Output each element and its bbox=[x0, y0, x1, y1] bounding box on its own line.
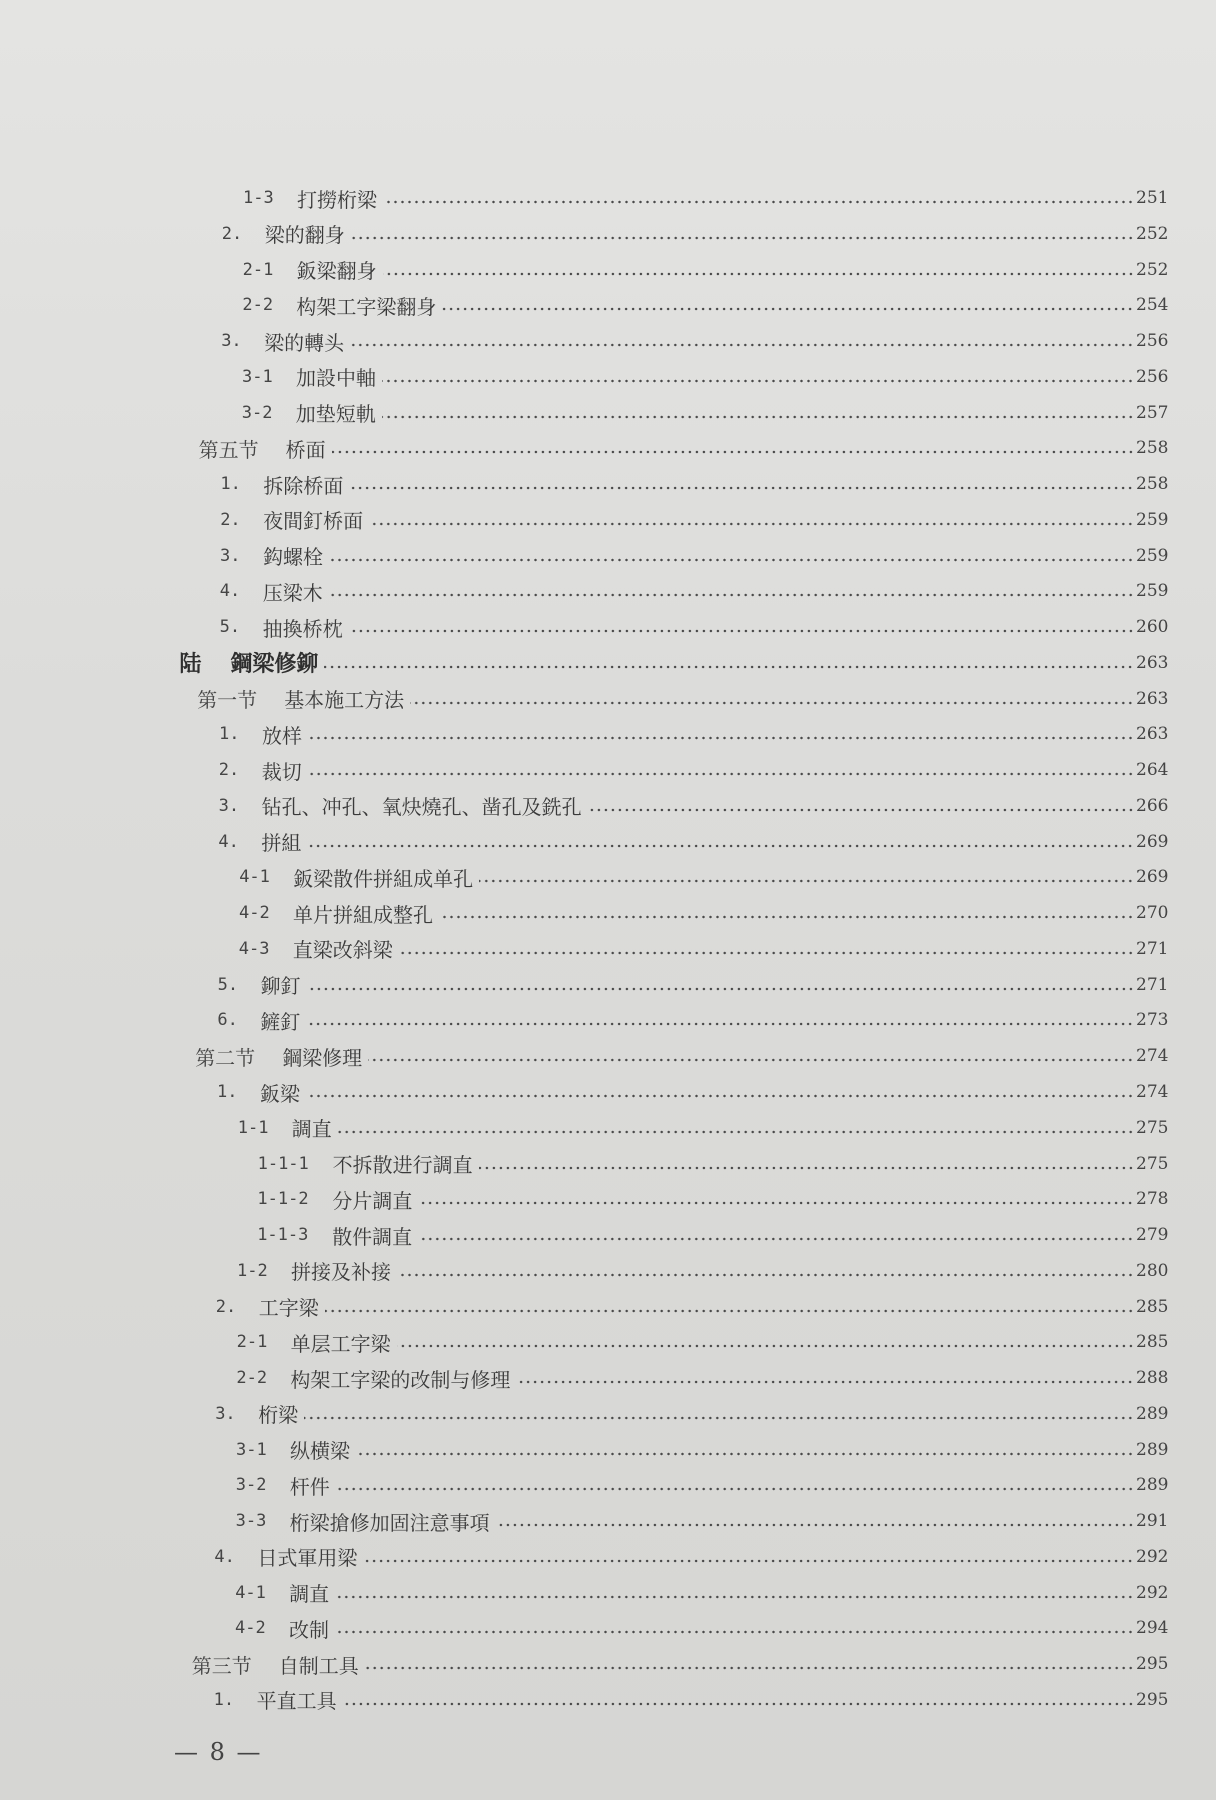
toc-entry[interactable] bbox=[197, 684, 1168, 714]
toc-entry-number: 2. bbox=[221, 223, 243, 244]
toc-entry-title: 拼接及补接 bbox=[291, 1260, 391, 1285]
toc-entry[interactable] bbox=[195, 1041, 1168, 1071]
toc-entry[interactable] bbox=[235, 1613, 1168, 1643]
toc-entry-number: 1. bbox=[213, 1689, 235, 1710]
dot-leader bbox=[382, 415, 1134, 419]
toc-entry-number: 4-3 bbox=[238, 938, 270, 959]
toc-entry-title: 鈑梁散件拼組成单孔 bbox=[293, 866, 474, 891]
toc-entry-page: 291 bbox=[1136, 1511, 1169, 1532]
toc-entry-page: 271 bbox=[1136, 938, 1169, 959]
toc-entry-title: 鉚釘 bbox=[260, 974, 301, 999]
toc-entry-number: 3. bbox=[218, 795, 240, 816]
toc-entry-title: 調直 bbox=[291, 1117, 332, 1142]
toc-entry[interactable] bbox=[192, 1649, 1168, 1679]
toc-entry-number: 4-2 bbox=[235, 1618, 266, 1639]
toc-entry-title: 鋼梁修鉚 bbox=[230, 652, 319, 678]
toc-entry-title: 鋼梁修理 bbox=[282, 1045, 363, 1070]
toc-entry-title: 加垫短軌 bbox=[295, 402, 376, 427]
toc-entry-title: 鈑梁翻身 bbox=[296, 259, 377, 284]
toc-entry[interactable] bbox=[236, 1363, 1168, 1393]
toc-entry-page: 292 bbox=[1136, 1582, 1169, 1603]
toc-entry-page: 275 bbox=[1136, 1153, 1169, 1174]
toc-entry-title: 不拆散进行調直 bbox=[332, 1153, 473, 1178]
dot-leader bbox=[418, 1201, 1134, 1205]
toc-entry[interactable] bbox=[219, 719, 1168, 749]
toc-entry[interactable] bbox=[236, 1506, 1168, 1536]
toc-entry-number: 4-1 bbox=[235, 1582, 266, 1603]
toc-entry-title: 杆件 bbox=[289, 1474, 330, 1499]
toc-entry-page: 274 bbox=[1136, 1046, 1169, 1067]
toc-entry-page: 274 bbox=[1136, 1082, 1169, 1102]
toc-entry-page: 289 bbox=[1136, 1439, 1169, 1460]
toc-entry-title: 打撈桁梁 bbox=[297, 187, 377, 212]
toc-entry-page: 275 bbox=[1136, 1117, 1169, 1138]
toc-entry-number: 1-1-2 bbox=[257, 1189, 309, 1210]
toc-entry-title: 鏟釘 bbox=[260, 1009, 301, 1034]
page-number: — 8 — bbox=[174, 1738, 263, 1766]
toc-entry-page: 263 bbox=[1136, 652, 1169, 673]
dot-leader bbox=[351, 236, 1134, 240]
toc-entry-number: 4. bbox=[214, 1546, 235, 1567]
toc-entry-page: 264 bbox=[1136, 760, 1169, 781]
toc-entry-number: 3-3 bbox=[235, 1511, 267, 1532]
dot-leader bbox=[397, 1344, 1134, 1348]
toc-entry[interactable] bbox=[214, 1685, 1168, 1715]
toc-entry-title: 分片調直 bbox=[332, 1188, 413, 1213]
toc-entry-page: 295 bbox=[1136, 1654, 1169, 1675]
dot-leader bbox=[397, 1273, 1134, 1277]
dot-leader bbox=[516, 1380, 1134, 1384]
toc-entry-page: 278 bbox=[1136, 1189, 1169, 1210]
toc-entry-number: 1-3 bbox=[243, 188, 274, 208]
toc-entry-number: 1-1-1 bbox=[257, 1153, 309, 1174]
toc-entry[interactable] bbox=[242, 290, 1168, 320]
toc-entry-number: 2-2 bbox=[242, 295, 274, 316]
toc-entry-title: 直梁改斜梁 bbox=[292, 938, 393, 963]
toc-entry[interactable] bbox=[235, 1578, 1168, 1608]
toc-entry[interactable] bbox=[236, 1435, 1168, 1465]
toc-entry-page: 254 bbox=[1136, 295, 1169, 316]
toc-entry-page: 256 bbox=[1136, 331, 1169, 352]
toc-entry-page: 251 bbox=[1136, 188, 1169, 208]
toc-entry[interactable] bbox=[237, 1327, 1168, 1357]
toc-entry[interactable] bbox=[220, 469, 1168, 499]
toc-entry-title: 調直 bbox=[289, 1582, 330, 1607]
dot-leader bbox=[336, 1487, 1134, 1491]
toc-entry[interactable] bbox=[257, 1220, 1168, 1250]
toc-entry-title: 梁的翻身 bbox=[264, 223, 345, 248]
toc-entry-number: 3-2 bbox=[241, 402, 273, 423]
toc-entry-number: 5. bbox=[219, 617, 241, 638]
toc-entry-title: 拆除桥面 bbox=[263, 473, 344, 498]
toc-entry-number: 4. bbox=[218, 831, 239, 852]
toc-entry-title: 压梁木 bbox=[262, 580, 323, 605]
toc-entry-page: 256 bbox=[1136, 366, 1169, 387]
toc-entry-page: 252 bbox=[1136, 223, 1169, 244]
toc-entry-title: 抽換桥枕 bbox=[262, 616, 343, 641]
toc-entry-number: 2-1 bbox=[242, 259, 274, 280]
toc-entry[interactable] bbox=[217, 1077, 1168, 1107]
dot-leader bbox=[349, 629, 1134, 633]
toc-entry-number: 2-2 bbox=[236, 1368, 268, 1389]
toc-entry-title: 拼組 bbox=[261, 831, 302, 856]
dot-leader bbox=[304, 1416, 1134, 1420]
toc-entry[interactable] bbox=[220, 541, 1168, 571]
toc-entry-page: 252 bbox=[1136, 259, 1169, 280]
toc-entry-title: 裁切 bbox=[261, 759, 302, 784]
dot-leader bbox=[439, 915, 1134, 919]
toc-entry[interactable] bbox=[243, 183, 1168, 213]
toc-entry[interactable] bbox=[218, 970, 1168, 1000]
toc-entry[interactable] bbox=[238, 1113, 1168, 1143]
toc-entry-title: 鈑梁 bbox=[260, 1081, 300, 1106]
toc-entry-number: 1-1 bbox=[237, 1117, 269, 1138]
toc-entry-number: 3-1 bbox=[236, 1439, 267, 1460]
toc-entry-number: 第二节 bbox=[195, 1045, 256, 1070]
toc-entry[interactable] bbox=[220, 576, 1168, 606]
toc-entry[interactable] bbox=[236, 1470, 1168, 1500]
dot-leader bbox=[324, 665, 1134, 669]
toc-entry-page: 263 bbox=[1136, 688, 1169, 709]
dot-leader bbox=[418, 1237, 1134, 1241]
toc-entry[interactable] bbox=[214, 1542, 1168, 1572]
dot-leader bbox=[306, 1094, 1134, 1098]
toc-entry[interactable] bbox=[219, 791, 1168, 821]
toc-entry[interactable] bbox=[216, 1292, 1168, 1322]
dot-leader bbox=[325, 1309, 1134, 1313]
toc-entry-title: 桁梁搶修加固注意事項 bbox=[289, 1510, 490, 1535]
toc-entry-page: 259 bbox=[1136, 545, 1169, 566]
toc-entry-page: 270 bbox=[1136, 903, 1169, 924]
toc-entry-title: 夜間釘桥面 bbox=[263, 509, 364, 534]
toc-entry[interactable] bbox=[199, 433, 1168, 463]
toc-entry-number: 5. bbox=[217, 974, 239, 995]
toc-entry[interactable] bbox=[239, 934, 1168, 964]
dot-leader bbox=[496, 1523, 1134, 1527]
toc-entry-page: 263 bbox=[1136, 724, 1169, 745]
toc-entry-number: 2. bbox=[215, 1296, 237, 1317]
dot-leader bbox=[332, 450, 1134, 454]
toc-entry-number: 2-1 bbox=[236, 1332, 268, 1353]
toc-entry[interactable] bbox=[220, 505, 1168, 535]
toc-entry-number: 1. bbox=[219, 724, 240, 745]
toc-entry[interactable] bbox=[237, 1256, 1168, 1286]
toc-entry-title: 加設中軸 bbox=[296, 366, 376, 391]
toc-entry-title: 单层工字梁 bbox=[290, 1331, 391, 1356]
dot-leader bbox=[335, 1595, 1134, 1599]
toc-entry[interactable] bbox=[217, 1005, 1168, 1035]
dot-leader bbox=[356, 1452, 1134, 1456]
toc-entry[interactable] bbox=[258, 1149, 1168, 1179]
dot-leader bbox=[383, 200, 1134, 204]
toc-entry-page: 292 bbox=[1136, 1546, 1169, 1567]
toc-entry[interactable] bbox=[221, 326, 1168, 356]
toc-entry[interactable] bbox=[222, 219, 1168, 249]
toc-entry-page: 257 bbox=[1136, 402, 1169, 423]
toc-entry-number: 第一节 bbox=[197, 688, 258, 713]
toc-entry-number: 1. bbox=[220, 474, 241, 495]
toc-entry-page: 289 bbox=[1136, 1403, 1169, 1424]
toc-entry-number: 3-1 bbox=[242, 366, 273, 387]
toc-entry-page: 285 bbox=[1136, 1296, 1169, 1317]
toc-entry-title: 基本施工方法 bbox=[284, 688, 405, 713]
toc-entry-title: 工字梁 bbox=[258, 1296, 319, 1321]
dot-leader bbox=[399, 951, 1134, 955]
toc-entry-page: 295 bbox=[1136, 1689, 1169, 1710]
toc-entry-number: 陆 bbox=[179, 652, 202, 678]
toc-entry-number: 4-2 bbox=[239, 903, 270, 924]
toc-entry[interactable] bbox=[218, 827, 1168, 857]
toc-entry[interactable] bbox=[219, 755, 1168, 785]
dot-leader bbox=[382, 379, 1134, 383]
toc-entry-page: 269 bbox=[1136, 867, 1169, 888]
dot-leader bbox=[338, 1130, 1134, 1134]
toc-entry-page: 289 bbox=[1136, 1475, 1169, 1496]
dot-leader bbox=[369, 522, 1134, 526]
dot-leader bbox=[479, 879, 1134, 883]
toc-entry-page: 285 bbox=[1136, 1332, 1169, 1353]
toc-entry-page: 266 bbox=[1136, 795, 1169, 816]
toc-entry-title: 桁梁 bbox=[258, 1403, 299, 1428]
toc-entry-page: 258 bbox=[1136, 474, 1169, 495]
toc-entry-number: 4-1 bbox=[239, 867, 270, 888]
toc-entry-number: 3-2 bbox=[235, 1475, 267, 1496]
toc-entry-number: 1-2 bbox=[237, 1260, 268, 1281]
toc-entry-title: 纵横梁 bbox=[290, 1439, 350, 1464]
toc-entry[interactable] bbox=[220, 612, 1168, 642]
toc-entry-page: 273 bbox=[1136, 1010, 1169, 1031]
dot-leader bbox=[383, 272, 1134, 276]
toc-entry[interactable] bbox=[242, 362, 1168, 392]
toc-entry-number: 1. bbox=[217, 1082, 238, 1102]
toc-entry-page: 280 bbox=[1136, 1260, 1169, 1281]
dot-leader bbox=[410, 701, 1134, 705]
toc-entry-number: 3. bbox=[220, 545, 241, 566]
toc-entry-number: 4. bbox=[219, 581, 241, 602]
toc-entry-page: 258 bbox=[1136, 438, 1169, 459]
toc-entry-number: 2. bbox=[220, 509, 241, 530]
dot-leader bbox=[479, 1166, 1134, 1170]
toc-entry[interactable] bbox=[239, 862, 1168, 892]
toc-entry-page: 269 bbox=[1136, 831, 1169, 852]
dot-leader bbox=[307, 844, 1134, 848]
toc-entry[interactable] bbox=[243, 255, 1168, 285]
toc-entry-number: 3. bbox=[215, 1403, 236, 1424]
toc-entry-number: 第五节 bbox=[198, 437, 259, 462]
toc-entry-page: 259 bbox=[1136, 509, 1169, 530]
toc-entry-page: 260 bbox=[1136, 617, 1169, 638]
dot-leader bbox=[368, 1058, 1134, 1062]
toc-entry-title: 钻孔、冲孔、氧炔燒孔、凿孔及銑孔 bbox=[261, 795, 582, 820]
dot-leader bbox=[308, 736, 1134, 740]
toc-entry-title: 鈎螺栓 bbox=[263, 545, 323, 570]
toc-entry[interactable] bbox=[215, 1399, 1168, 1429]
toc-entry[interactable] bbox=[239, 898, 1168, 928]
dot-leader bbox=[306, 1022, 1134, 1026]
toc-entry-page: 294 bbox=[1136, 1618, 1169, 1639]
dot-leader bbox=[335, 1630, 1134, 1634]
dot-leader bbox=[350, 343, 1134, 347]
toc-entry-number: 1-1-3 bbox=[257, 1225, 309, 1246]
dot-leader bbox=[363, 1559, 1134, 1563]
toc-entry-title: 日式軍用梁 bbox=[257, 1546, 358, 1571]
toc-entry[interactable] bbox=[179, 648, 1168, 678]
toc-entry-page: 279 bbox=[1136, 1225, 1169, 1246]
toc-entry-title: 平直工具 bbox=[256, 1689, 337, 1714]
dot-leader bbox=[343, 1702, 1134, 1706]
toc-entry-number: 第三节 bbox=[191, 1653, 252, 1678]
dot-leader bbox=[329, 558, 1134, 562]
toc-entry-number: 3. bbox=[221, 331, 242, 352]
dot-leader bbox=[349, 486, 1134, 490]
dot-leader bbox=[307, 987, 1134, 991]
toc-entry-title: 散件調直 bbox=[332, 1224, 413, 1249]
dot-leader bbox=[442, 307, 1134, 311]
toc-entry-title: 梁的轉头 bbox=[264, 330, 345, 355]
dot-leader bbox=[588, 808, 1134, 812]
dot-leader bbox=[308, 772, 1134, 776]
toc-entry-title: 单片拼組成整孔 bbox=[293, 902, 433, 927]
dot-leader bbox=[329, 593, 1134, 597]
dot-leader bbox=[365, 1666, 1134, 1670]
toc-entry-title: 构架工字梁翻身 bbox=[296, 294, 437, 319]
toc-entry-title: 改制 bbox=[289, 1617, 329, 1642]
toc-entry-number: 2. bbox=[218, 760, 240, 781]
toc-entry-page: 259 bbox=[1136, 581, 1169, 602]
toc-entry-title: 桥面 bbox=[285, 437, 326, 462]
toc-entry-page: 288 bbox=[1136, 1368, 1169, 1389]
toc-entry-title: 自制工具 bbox=[278, 1653, 359, 1678]
toc-entry-title: 放样 bbox=[262, 723, 302, 748]
toc-entry-title: 构架工字梁的改制与修理 bbox=[290, 1367, 511, 1392]
toc-entry-page: 271 bbox=[1136, 974, 1169, 995]
toc-entry[interactable] bbox=[257, 1184, 1168, 1214]
toc-entry[interactable] bbox=[242, 398, 1168, 428]
toc-entry-number: 6. bbox=[217, 1010, 238, 1031]
